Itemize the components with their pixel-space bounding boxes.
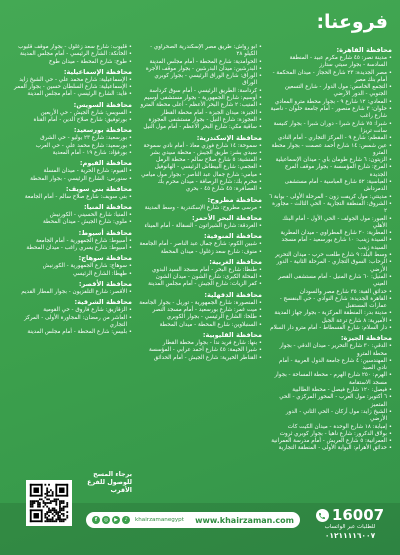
- qr-module: [46, 517, 48, 519]
- branch-list: [138, 44, 262, 132]
- qr-module: [52, 508, 54, 510]
- qr-module: [59, 511, 61, 513]
- qr-module: [48, 511, 50, 513]
- qr-module: [52, 519, 54, 521]
- branch-list: [138, 267, 262, 289]
- branch-item: • العاشر من رمضان: المجاورة الأولى - المركز التجاري: [8, 315, 132, 330]
- branch-item: • العبور: مول الجولف - الحي الأول - أمام البنك الأهلي: [268, 216, 392, 231]
- qr-module: [59, 487, 64, 492]
- branch-item: • الإسماعيلية: شارع محمد علي - حي الشيخ زايد: [8, 77, 132, 84]
- qr-module: [33, 502, 35, 504]
- governorate-heading: محافظة سوهاج:: [78, 254, 132, 263]
- qr-module: [55, 484, 68, 486]
- qr-module: [61, 508, 63, 510]
- qr-module: [41, 484, 43, 497]
- youtube-icon: ▶: [112, 516, 120, 524]
- governorate-heading: محافظة بني سويف:: [65, 184, 132, 193]
- branch-item: • قليوب: شارع سعد زغلول - بجوار موقف قليوب: [8, 44, 132, 51]
- branch-list: [268, 55, 392, 332]
- qr-module: [32, 500, 34, 502]
- qr-module: [44, 520, 46, 522]
- qr-module: [61, 500, 63, 502]
- branch-item: • الخانكة: الشارع الرئيسي - أمام مجلس المدينة: [8, 51, 132, 58]
- qr-module: [63, 513, 65, 515]
- branch-item: • بلبيس: شارع المحطة - أمام مجلس المدينة: [8, 329, 132, 336]
- branch-column-right: [268, 44, 392, 502]
- qr-module: [54, 498, 56, 500]
- qr-module: [63, 508, 65, 510]
- qr-module: [48, 498, 50, 500]
- qr-module: [52, 509, 54, 511]
- qr-module: [55, 520, 57, 522]
- qr-module: [66, 515, 68, 517]
- qr-module: [33, 487, 38, 492]
- qr-module: [54, 508, 56, 510]
- branch-item: • العصافرة: ٤٥ شارع ٤٥ - بحري: [138, 186, 262, 193]
- branch-item: • طوخ: شارع المحطة - ميدان طوخ: [8, 59, 132, 66]
- qr-code-frame: [26, 480, 72, 526]
- qr-module: [37, 506, 39, 508]
- qr-module: [32, 506, 34, 508]
- qr-module: [65, 506, 67, 508]
- qr-module: [46, 519, 48, 521]
- qr-module: [59, 502, 61, 504]
- qr-module: [37, 504, 39, 506]
- qr-module: [66, 502, 68, 504]
- governorate-heading: محافظة الجيزة:: [340, 334, 392, 343]
- qr-caption: برجاء المسح للوصول للفرع الأقرب: [87, 470, 132, 494]
- facebook-icon: f: [92, 516, 100, 524]
- qr-module: [61, 502, 63, 504]
- qr-module: [39, 506, 41, 508]
- qr-module: [32, 502, 34, 504]
- qr-module: [55, 513, 57, 515]
- qr-module: [57, 517, 59, 519]
- governorate-heading: محافظة المنيا:: [84, 203, 132, 212]
- branch-item: • مدينتي: مول كريفت زون - المرحلة الأولى - بوابة ٦: [268, 194, 392, 201]
- qr-module: [55, 500, 57, 502]
- qr-module: [54, 520, 56, 522]
- instagram-icon: ◎: [103, 517, 109, 523]
- qr-module: [61, 509, 63, 511]
- branch-item: • كرداسة: الطريق الرئيسي - أمام سوق كرداسة: [138, 88, 262, 95]
- branch-item: • بولاق الدكرور: شارع ناهيا - بجوار كوبري ثروت: [268, 431, 392, 438]
- qr-module: [39, 504, 41, 506]
- qr-module: [57, 511, 59, 513]
- branch-item: • ساقية مكي: شارع البحر الأعظم - أمام مول النيل: [138, 124, 262, 131]
- qr-module: [54, 515, 56, 517]
- qr-module: [50, 495, 52, 497]
- branch-item: • العجمي: شارع البيطاش الرئيسي - الهانوفيل: [138, 164, 262, 171]
- qr-module: [30, 509, 32, 522]
- qr-module: [44, 497, 46, 499]
- qr-module: [57, 515, 59, 517]
- branch-item: • الغردقة: شارع الشيراتون - السقالة - أمام الميناء: [138, 223, 262, 230]
- qr-module: [54, 500, 56, 502]
- branch-list: [8, 263, 132, 278]
- qr-module: [46, 506, 48, 508]
- qr-module: [37, 500, 39, 502]
- branch-list: [138, 223, 262, 230]
- branch-item: • المنشية: ٥ شارع صلاح سالم - محطة الرمل: [138, 157, 262, 164]
- qr-module: [48, 495, 50, 497]
- branch-column-middle: [138, 44, 262, 502]
- qr-module: [39, 502, 41, 504]
- branch-item: • سنورس: الشارع الرئيسي - بجوار المحطة: [8, 176, 132, 183]
- qr-module: [55, 511, 57, 513]
- branch-item: • الحوامدية: شارع المحطة - أمام مجلس المدينة: [138, 59, 262, 66]
- page-title: فروعنا:: [316, 11, 388, 33]
- qr-module: [66, 517, 68, 519]
- qr-module: [46, 498, 48, 500]
- branch-item: • سيدي بشر: طريق الجيش - محطة سيدي بشر: [138, 150, 262, 157]
- branch-item: • دار السلام: شارع الفسطاط - أمام مترو دار السلام: [268, 325, 392, 332]
- governorate-heading: محافظة القاهرة:: [336, 46, 392, 54]
- governorate-heading: محافظة الدقهلية:: [204, 290, 262, 299]
- qr-module: [63, 506, 65, 508]
- qr-module: [48, 519, 50, 521]
- qr-module: [46, 493, 48, 495]
- branch-item: • أبو رواش: طريق مصر الإسكندرية الصحراوي - الكيلو ٢٨: [138, 44, 262, 59]
- branch-item: • سموحة: ١٤ شارع فوزي معاذ - أمام نادي سموحة: [138, 143, 262, 150]
- branch-item: • شبرا: ٧٥ شارع شبرا - دوران شبرا - بجوار كنيسة سانت تريزا: [268, 121, 392, 136]
- qr-module: [41, 498, 43, 500]
- branch-item: • محرم بك: شارع الرصافة - ميدان محرم بك: [138, 179, 262, 186]
- qr-module: [59, 509, 61, 511]
- branch-item: • فايد: الشارع الرئيسي - أمام مجلس المدينة: [8, 91, 132, 98]
- branch-list: [8, 307, 132, 336]
- branch-list: [8, 44, 132, 66]
- branch-item: • المطرية: ٢٠ شارع المطراوي - ميدان المطرية: [268, 230, 392, 237]
- branch-item: • البدرشين: ميدان البدرشين - بجوار موقف الأجرة: [138, 66, 262, 73]
- branch-item: • شبرا الخيمة: ٤٥ شارع أحمد عرابي - المؤسسة: [138, 347, 262, 354]
- branch-item: • أسيوط: شارع يسري راغب - ميدان المحطة: [8, 245, 132, 252]
- qr-module: [63, 520, 65, 522]
- branch-item: • الجيزة: ميدان الجيزة - أمام محطة القطار: [138, 110, 262, 117]
- qr-module: [30, 495, 43, 497]
- governorate-heading: محافظة أسيوط:: [78, 228, 132, 237]
- branch-item: • المنيل: ٦٠ شارع المنيل - أمام مستشفى القصر العيني: [268, 274, 392, 289]
- governorate-heading: محافظة القليوبية:: [202, 330, 262, 339]
- qr-module: [33, 500, 35, 502]
- branch-item: • الأقصر: شارع التلفزيون - بجوار المطار القديم: [8, 289, 132, 296]
- governorate-heading: محافظة الأقصر:: [78, 279, 132, 288]
- branch-list: [8, 110, 132, 125]
- governorate-heading: محافظة بورسعيد:: [73, 126, 132, 135]
- branch-item: • فيصل: ١٢٠ شارع فيصل - محطة الطالبية: [268, 387, 392, 394]
- branch-list: [8, 168, 132, 183]
- branch-item: • العجوزة: شارع النيل - بجوار مستشفى العجوزة: [138, 117, 262, 124]
- qr-module: [50, 520, 52, 522]
- governorate-heading: محافظة البحر الأحمر:: [191, 213, 262, 222]
- branch-item: • منوف: شارع سعد زغلول - ميدان المحطة: [138, 249, 262, 256]
- governorate-heading: محافظة مطروح:: [207, 195, 262, 204]
- qr-module: [50, 502, 52, 504]
- branch-item: • طلخا: الشارع الرئيسي - بجوار الكوبري: [138, 314, 262, 321]
- qr-module: [55, 502, 57, 504]
- whatsapp-number[interactable]: ٠١٢١١١١٦٠٠٧: [324, 531, 376, 540]
- branch-item: • أوسيم: شارع الجمهورية - بجوار مستشفى أوسيم: [138, 95, 262, 102]
- qr-module: [32, 504, 34, 506]
- branch-item: • مصر الجديدة: ٢٣ شارع الحجاز - ميدان المحكمة - أمام بنك مصر: [268, 70, 392, 85]
- qr-module: [57, 519, 59, 521]
- qr-module: [52, 495, 54, 497]
- branch-item: • ميامي: شارع جمال عبد الناصر - بجوار مول ميامي: [138, 172, 262, 179]
- branch-item: • ٦ أكتوبر: مول العرب - المحور المركزي - الحي المتميز: [268, 394, 392, 409]
- qr-module: [55, 504, 57, 506]
- qr-module: [44, 515, 46, 517]
- qr-module: [52, 491, 54, 493]
- qr-module: [59, 508, 61, 510]
- hotline-block: [306, 507, 394, 540]
- qr-module: [48, 502, 50, 504]
- qr-module: [46, 520, 48, 522]
- governorate-heading: محافظة الشرقية:: [74, 298, 132, 307]
- branch-item: • المهندسين: ٤ شارع جامعة الدول العربية - أمام نادي الصيد: [268, 358, 392, 373]
- branch-item: • طنطا: شارع البحر - أمام مسجد السيد البدوي: [138, 267, 262, 274]
- qr-module: [30, 484, 32, 497]
- qr-module: [44, 513, 46, 515]
- whatsapp-label: للطلبات عبر الواتساب: [324, 524, 376, 530]
- governorate-heading: محافظة السويس:: [73, 100, 132, 109]
- qr-module: [59, 500, 61, 502]
- qr-module: [57, 513, 59, 515]
- branch-item: • السيدة زينب: ١٠ شارع بورسعيد - أمام مسجد السيدة زينب: [268, 237, 392, 252]
- qr-module: [46, 495, 48, 497]
- branch-item: • القاهرة الجديدة: شارع النوادي - حي البنفسج - عمارات المستقبل: [268, 296, 392, 311]
- qr-module: [50, 511, 52, 513]
- qr-module: [55, 519, 57, 521]
- qr-module: [61, 520, 63, 522]
- branch-item: • ميت غمر: شارع بورسعيد - أمام مسجد النصر: [138, 307, 262, 314]
- branch-item: • الزقازيق: شارع فاروق - حي القومية: [8, 307, 132, 314]
- qr-module: [66, 511, 68, 513]
- branch-list: [138, 300, 262, 329]
- branch-item: • القناطر الخيرية: شارع الجيش - أمام الحدائق: [138, 355, 262, 362]
- branch-item: • الوراق: شارع الوراق الرئيسي - بجوار كوبري الوراق: [138, 73, 262, 88]
- branch-item: • وسط البلد: ٩ شارع طلعت حرب - ميدان التحرير: [268, 252, 392, 259]
- branch-list: [8, 289, 132, 296]
- qr-module: [44, 484, 46, 486]
- qr-module: [52, 520, 54, 522]
- branch-column-left: [8, 44, 132, 464]
- branch-item: • حدائق الأهرام: البوابة الأولى - المنطقة التجارية: [268, 445, 392, 452]
- qr-module: [63, 500, 65, 502]
- qr-module: [61, 519, 63, 521]
- qr-module: [46, 511, 48, 513]
- branch-item: • الفيوم: شارع الحرية - ميدان المسلة: [8, 168, 132, 175]
- branch-item: • مرسى مطروح: شارع الإسكندرية - وسط المدينة: [138, 205, 262, 212]
- qr-module: [43, 506, 45, 508]
- qr-module: [30, 520, 43, 522]
- branch-item: • الرحاب: السوق التجاري - المرحلة الثانية - الدور الأرضي: [268, 259, 392, 274]
- branch-item: • بنها: شارع فريد ندا - بجوار محطة القطار: [138, 340, 262, 347]
- qr-module: [48, 509, 50, 511]
- branch-item: • الزيتون: ٦ شارع طومان باي - ميدان الإسماعيلية: [268, 157, 392, 164]
- branch-item: • الشروق: المنطقة التجارية - الحي الثالث - مجاورة ٢: [268, 201, 392, 216]
- qr-module: [52, 513, 54, 515]
- qr-module: [35, 500, 37, 502]
- qr-module: [50, 500, 52, 502]
- phone-icon: [316, 509, 329, 522]
- qr-module: [52, 500, 54, 502]
- branch-item: • أسيوط: شارع الجمهورية - أمام الجامعة: [8, 238, 132, 245]
- branch-item: • عين شمس: ١٤ شارع أحمد عصمت - بجوار محطة المترو: [268, 143, 392, 158]
- qr-module: [48, 520, 50, 522]
- qr-module: [30, 502, 32, 504]
- branch-list: [8, 238, 132, 253]
- qr-module: [59, 519, 61, 521]
- branch-list: [138, 340, 262, 362]
- qr-module: [48, 508, 50, 510]
- branch-item: • السويس: شارع الجيش - حي الأربعين: [8, 110, 132, 117]
- qr-module: [41, 509, 43, 522]
- qr-module: [48, 484, 50, 486]
- qr-module: [30, 506, 32, 508]
- branch-item: • الشيخ زايد: مول أركان - الحي الثاني - الدور الأرضي: [268, 409, 392, 424]
- qr-module: [52, 493, 54, 495]
- branch-item: • المعادي: ١٢ شارع ٩ - بجوار محطة مترو المعادي: [268, 99, 392, 106]
- qr-module: [30, 500, 32, 502]
- branch-item: • سوهاج: شارع الجمهورية - الكورنيش: [8, 263, 132, 270]
- qr-module: [55, 498, 57, 500]
- governorate-heading: محافظة الإسماعيلية:: [63, 67, 132, 76]
- qr-module: [50, 519, 52, 521]
- qr-module: [63, 519, 65, 521]
- branch-item: • التجمع الخامس: مول الدوار - شارع التسعين الجنوبي - الدور الأرضي: [268, 84, 392, 99]
- qr-module: [46, 487, 48, 489]
- qr-module: [59, 520, 61, 522]
- qr-module: [44, 517, 46, 519]
- branch-item: • كفر الزيات: شارع الجيش - أمام مجلس المدينة: [138, 281, 262, 288]
- branch-item: • السنبلاوين: شارع المحطة - ميدان المحطة: [138, 322, 262, 329]
- branch-item: • بورسعيد: شارع محمد علي - حي العرب: [8, 143, 132, 150]
- governorate-heading: محافظة الغربية:: [209, 257, 262, 266]
- qr-module: [48, 491, 50, 493]
- qr-module: [48, 515, 50, 517]
- qr-module: [59, 506, 61, 508]
- branch-item: • ملوي: شارع الجيش - ميدان المحطة: [8, 219, 132, 226]
- qr-module: [63, 515, 65, 517]
- branch-item: • إمبابة: ١٨ شارع الوحدة - ميدان الكيت كات: [268, 424, 392, 431]
- qr-module: [46, 491, 48, 493]
- qr-module: [50, 509, 52, 511]
- branch-item: • المرج: شارع المؤسسة - بجوار موقف المرج الجديدة: [268, 164, 392, 179]
- qr-module: [65, 519, 67, 521]
- qr-module: [30, 484, 43, 486]
- branch-list: [8, 77, 132, 99]
- qr-module: [55, 509, 57, 511]
- branch-list: [8, 194, 132, 201]
- qr-module: [55, 484, 57, 497]
- qr-module: [44, 504, 46, 506]
- qr-module: [59, 504, 61, 506]
- branch-item: • الأميرية: ٨ شارع ترعة الجبل: [268, 318, 392, 325]
- qr-module: [59, 517, 61, 519]
- hotline-row: [306, 507, 394, 524]
- qr-module: [50, 489, 52, 491]
- hotline-number[interactable]: 16007: [331, 506, 385, 524]
- qr-module: [44, 493, 46, 495]
- qr-module: [66, 504, 68, 506]
- branch-list: [138, 205, 262, 212]
- branch-item: • شبين الكوم: شارع جمال عبد الناصر - أمام الجامعة: [138, 241, 262, 248]
- branch-list: [138, 241, 262, 256]
- qr-module: [59, 515, 61, 517]
- qr-module: [43, 500, 45, 502]
- qr-module: [57, 498, 59, 500]
- branch-item: • حدائق القبة: ٣٥ شارع مصر والسودان: [268, 289, 392, 296]
- branch-item: • المنيا: شارع الحسيني - الكورنيش: [8, 212, 132, 219]
- branch-list: [138, 143, 262, 194]
- qr-module: [30, 504, 32, 506]
- qr-module: [37, 502, 39, 504]
- qr-module: [54, 509, 56, 511]
- social-website-bar: [86, 512, 300, 528]
- qr-module: [33, 513, 38, 518]
- governorate-heading: محافظة الإسكندرية:: [196, 133, 262, 142]
- branch-item: • مدينة بدر: المنطقة المركزية - بجوار جهاز المدينة: [268, 310, 392, 317]
- branch-item: • مدينة نصر: ٤٥ شارع مكرم عبيد - المنطقة السادسة - بجوار سيتي ستارز: [268, 55, 392, 70]
- qr-module: [66, 506, 68, 508]
- website-link[interactable]: www.khairzaman.com: [195, 515, 294, 525]
- branch-list: [268, 343, 392, 452]
- branch-item: • بورسعيد: شارع ٢٣ يوليو - حي الشرق: [8, 135, 132, 142]
- qr-module: [63, 509, 65, 511]
- qr-module: [43, 502, 45, 504]
- branch-item: • المنيب: ٢ شارع البحر الأعظم - أعلى محطة المترو: [138, 102, 262, 109]
- qr-code: [28, 482, 70, 524]
- qr-module: [66, 484, 68, 497]
- branch-list: [8, 135, 132, 157]
- branch-item: • المحلة الكبرى: شارع الشون - ميدان الشون: [138, 274, 262, 281]
- branch-item: • العمرانية: ٥ شارع العريش - أمام مدرسة العمرانية: [268, 438, 392, 445]
- branch-item: • بورتوفيق: شارع صلاح الدين - أمام القناة: [8, 117, 132, 124]
- qr-module: [39, 498, 41, 500]
- branch-item: • حلوان: ٣ شارع منصور - أمام جامعة حلوان - ناصية شارع راغب: [268, 106, 392, 121]
- qr-module: [44, 502, 46, 504]
- branch-item: • المنصورة: شارع الجمهورية - توريل - بجوار الجامعة: [138, 300, 262, 307]
- branch-item: • المقطم: شارع ٩ - المركز التجاري - أمام النادي: [268, 135, 392, 142]
- branch-item: • الإسماعيلية: شارع السلطان حسين - بجوار الممر: [8, 84, 132, 91]
- governorate-heading: محافظة المنوفية:: [204, 232, 262, 241]
- branch-item: • الدقي: ٣٠ شارع التحرير - ميدان الدقي - بجوار محطة المترو: [268, 343, 392, 358]
- branch-item: • بورفؤاد: شارع ١٩ - أمام المعدية: [8, 150, 132, 157]
- qr-module: [54, 511, 56, 513]
- phone-glyph: [318, 512, 326, 520]
- qr-module: [46, 502, 48, 504]
- qr-module: [61, 513, 63, 515]
- governorate-heading: محافظة الفيوم:: [79, 159, 132, 168]
- branch-item: • بني سويف: شارع صلاح سالم - أمام الجامعة: [8, 194, 132, 201]
- qr-module: [46, 513, 48, 515]
- social-handle: khairzamanegypt: [135, 517, 184, 523]
- qr-module: [55, 495, 68, 497]
- tiktok-icon: ♪: [122, 516, 130, 524]
- qr-module: [30, 509, 43, 511]
- qr-module: [63, 502, 65, 504]
- branch-item: • العباسية: ٥٢ شارع العباسية - أمام مستشفى الدمرداش: [268, 179, 392, 194]
- branch-item: • الهرم: ٢٥٠ شارع الهرم - محطة المساحة - بجوار مسجد الاستقامة: [268, 372, 392, 387]
- branch-item: • طهطا: الشارع الرئيسي: [8, 271, 132, 278]
- qr-module: [46, 489, 48, 491]
- qr-module: [52, 517, 54, 519]
- branch-list: [8, 212, 132, 227]
